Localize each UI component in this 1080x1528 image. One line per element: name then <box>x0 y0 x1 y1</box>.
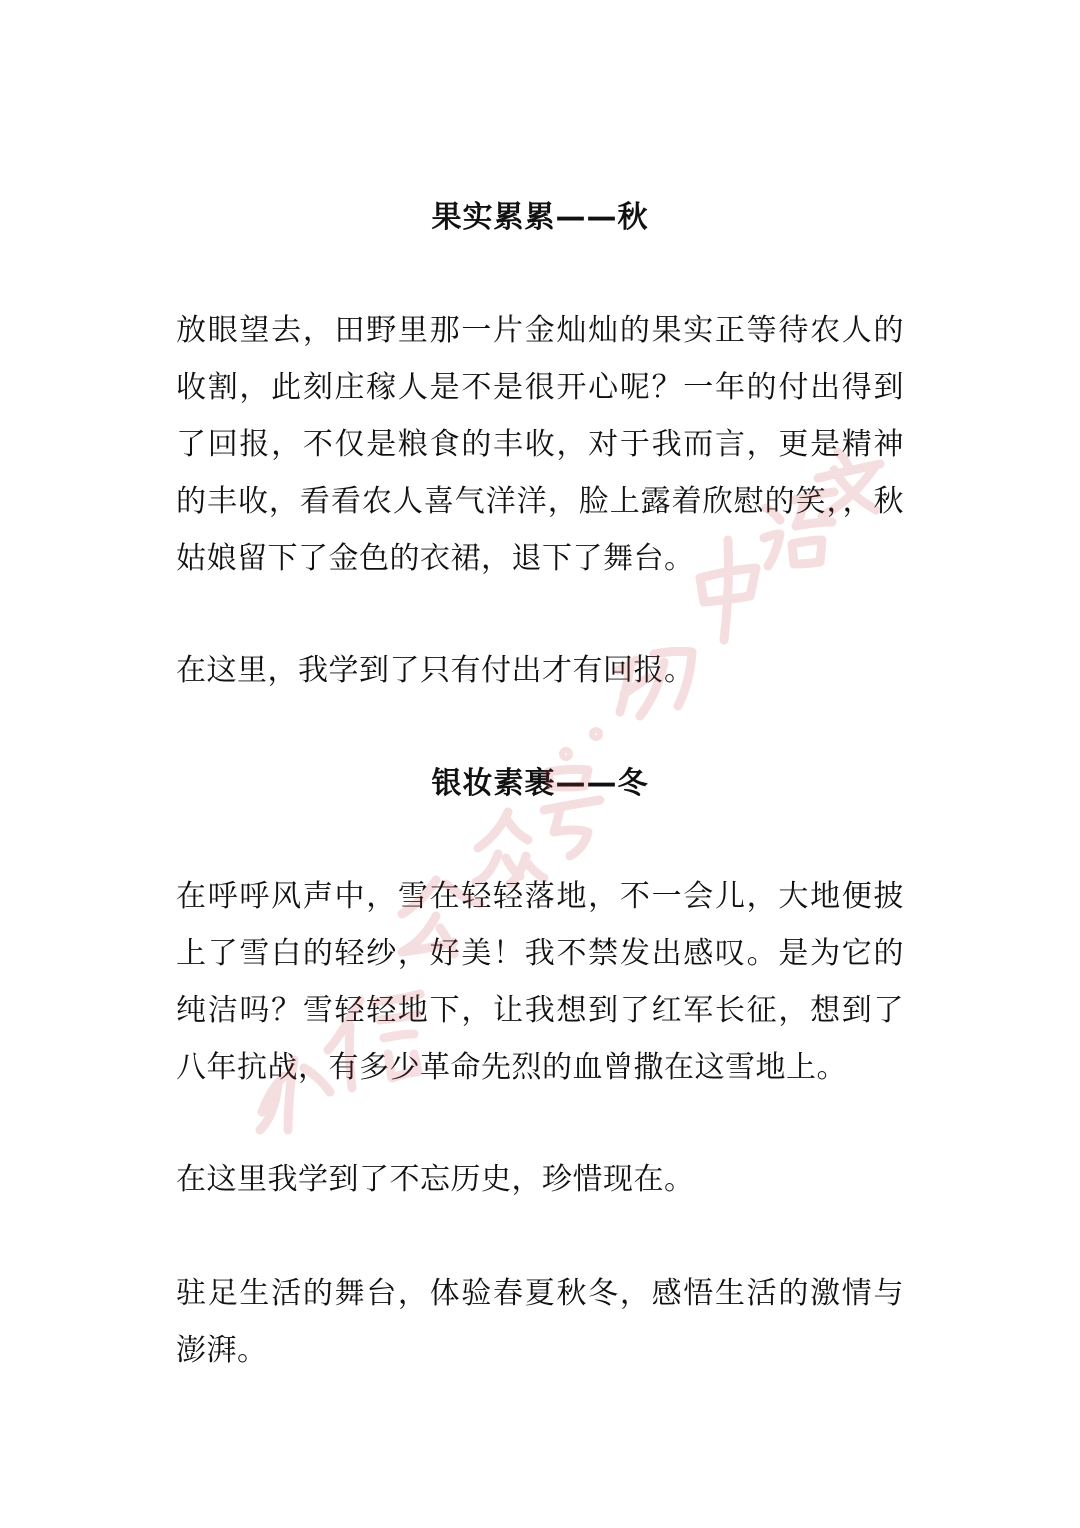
paragraph-autumn-lesson: 在这里，我学到了只有付出才有回报。 <box>176 653 695 688</box>
paragraph-winter-lesson: 在这里我学到了不忘历史，珍惜现在。 <box>176 1162 695 1197</box>
paragraph-closing: 驻足生活的舞台，体验春夏秋冬，感悟生活的激情与澎湃。 <box>176 1276 904 1368</box>
paragraph-autumn-body: 放眼望去，田野里那一片金灿灿的果实正等待农人的收割，此刻庄稼人是不是很开心呢？一年的付出得到了回报，不仅是粮食的丰收，对于我而言，更是精神的丰收，看看农人喜气洋洋，脸上露着欣慰的笑，，秋姑娘留下了金色的衣裙，退下了舞台。 <box>176 313 904 576</box>
section-heading-autumn: 果实累累——秋 <box>431 200 649 235</box>
paragraph-winter-body: 在呼呼风声中，雪在轻轻落地，不一会儿，大地便披上了雪白的轻纱，好美！我不禁发出感叹。是为它的纯洁吗？雪轻轻地下，让我想到了红军长征，想到了八年抗战，有多少革命先烈的血曾撒在这雪地上。 <box>176 879 904 1085</box>
section-heading-winter: 银妆素裹——冬 <box>431 766 649 801</box>
